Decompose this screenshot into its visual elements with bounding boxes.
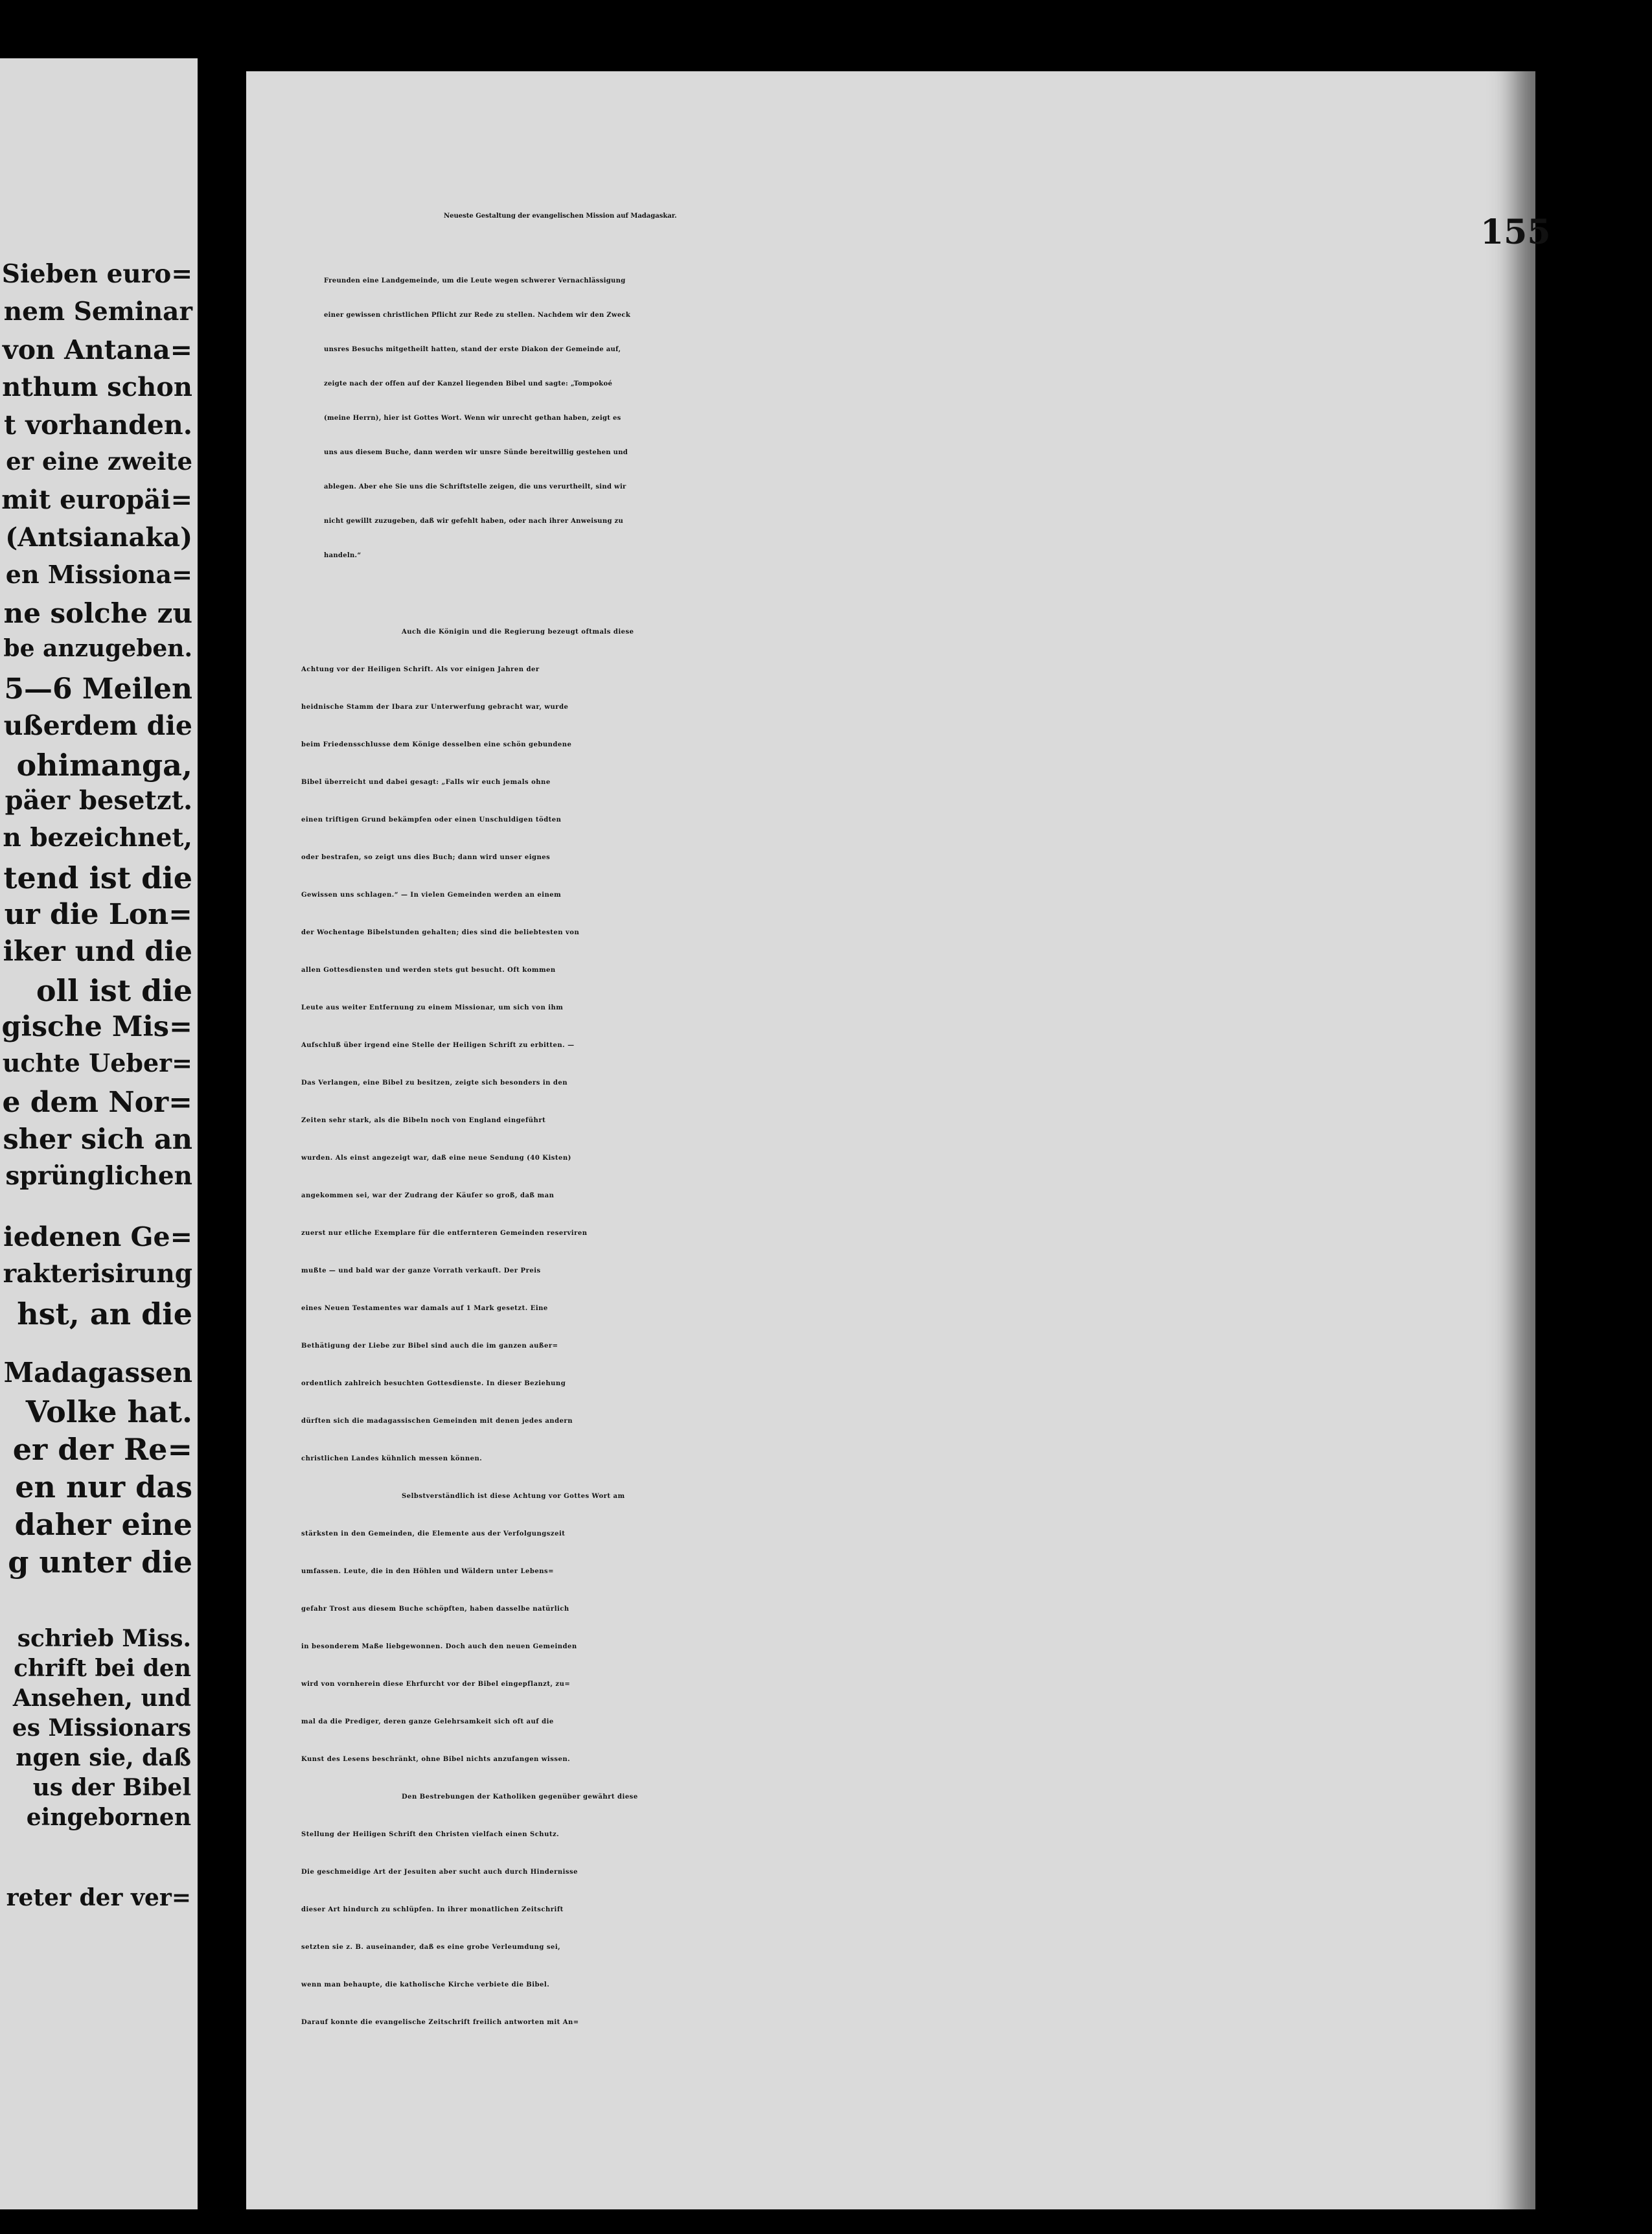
body-line: wird von vornherein diese Ehrfurcht vor der Bibel eingepflanzt, zu=	[301, 1681, 571, 1688]
body-line: Stellung der Heiligen Schrift den Christen vielfach einen Schutz.	[301, 1831, 560, 1838]
left-footnote-line: Ansehen, und	[12, 1685, 191, 1712]
left-footnote-line: schrieb Miss.	[17, 1625, 191, 1652]
left-line: päer besetzt.	[5, 785, 192, 816]
running-title: Neueste Gestaltung der evangelischen Mission auf Madagaskar.	[444, 213, 677, 220]
body-line: oder bestrafen, so zeigt uns dies Buch; dann wird unser eignes	[301, 854, 551, 861]
left-line: Volke hat.	[25, 1394, 192, 1429]
left-line: uchte Ueber=	[2, 1048, 192, 1077]
left-footnote-line: us der Bibel	[32, 1774, 191, 1801]
left-line: sprünglichen	[5, 1161, 192, 1191]
body-line: mußte — und bald war der ganze Vorrath verkauft. Der Preis	[301, 1267, 541, 1274]
left-line: t vorhanden.	[3, 409, 192, 441]
left-line: n bezeichnet,	[3, 823, 192, 853]
left-line: (Antsianaka)	[5, 522, 192, 553]
left-line: 5—6 Meilen	[4, 673, 192, 706]
left-line: g unter die	[8, 1545, 192, 1580]
left-line: gische Mis=	[1, 1011, 192, 1043]
body-line: zuerst nur etliche Exemplare für die entfernteren Gemeinden reserviren	[301, 1230, 588, 1237]
body-line: setzten sie z. B. auseinander, daß es eine grobe Verleumdung sei,	[301, 1944, 561, 1951]
body-line: in besonderem Maße liebgewonnen. Doch auch den neuen Gemeinden	[301, 1643, 577, 1650]
left-line: e dem Nor=	[2, 1086, 192, 1119]
body-line: umfassen. Leute, die in den Höhlen und Wäldern unter Lebens=	[301, 1568, 555, 1575]
left-line: von Antana=	[2, 334, 192, 365]
body-line: wenn man behaupte, die katholische Kirche verbiete die Bibel.	[301, 1981, 550, 1988]
quote-line: handeln.“	[324, 552, 361, 559]
quote-line: nicht gewillt zuzugeben, daß wir gefehlt haben, oder nach ihrer Anweisung zu	[324, 518, 624, 525]
left-line: daher eine	[14, 1507, 192, 1542]
left-line: ur die Lon=	[4, 898, 192, 931]
left-line: rakterisirung	[3, 1259, 192, 1289]
page-number: 155	[1480, 213, 1551, 252]
body-line: wurden. Als einst angezeigt war, daß eine neue Sendung (40 Kisten)	[301, 1155, 571, 1162]
body-line: der Wochentage Bibelstunden gehalten; dies sind die beliebtesten von	[301, 929, 580, 936]
left-line: iker und die	[3, 936, 192, 968]
left-line: oll ist die	[36, 973, 192, 1008]
left-footnote-line: chrift bei den	[14, 1655, 191, 1682]
quote-line: zeigte nach der offen auf der Kanzel liegenden Bibel und sagte: „Tompokoé	[324, 380, 613, 387]
left-line: er eine zweite	[6, 447, 192, 476]
left-footnote-line: ngen sie, daß	[16, 1744, 191, 1771]
body-line: eines Neuen Testamentes war damals auf 1 Mark gesetzt. Eine	[301, 1305, 548, 1312]
left-line: ußerdem die	[3, 710, 192, 741]
left-line: Sieben euro=	[1, 259, 192, 289]
body-line: allen Gottesdiensten und werden stets gut besucht. Oft kommen	[301, 967, 556, 974]
left-line: hst, an die	[17, 1296, 192, 1331]
left-line: ne solche zu	[3, 597, 192, 629]
body-line: Das Verlangen, eine Bibel zu besitzen, zeigte sich besonders in den	[301, 1079, 568, 1087]
left-line: nthum schon	[2, 372, 192, 402]
body-line: ordentlich zahlreich besuchten Gottesdienste. In dieser Beziehung	[301, 1380, 566, 1387]
left-line: iedenen Ge=	[3, 1221, 192, 1252]
left-footnote-line: es Missionars	[12, 1714, 191, 1742]
body-line: beim Friedensschlusse dem Könige desselben eine schön gebundene	[301, 741, 572, 748]
body-line: Aufschluß über irgend eine Stelle der Heiligen Schrift zu erbitten. —	[301, 1042, 575, 1049]
body-line: Bethätigung der Liebe zur Bibel sind auch die im ganzen außer=	[301, 1342, 558, 1350]
left-line: er der Re=	[12, 1432, 192, 1467]
left-footnote-line: reter der ver=	[6, 1884, 191, 1911]
body-line: Bibel überreicht und dabei gesagt: „Falls wir euch jemals ohne	[301, 779, 551, 786]
quote-line: einer gewissen christlichen Pflicht zur Rede zu stellen. Nachdem wir den Zweck	[324, 312, 631, 319]
body-line: heidnische Stamm der Ibara zur Unterwerfung gebracht war, wurde	[301, 704, 569, 711]
body-line: Den Bestrebungen der Katholiken gegenüber gewährt diese	[402, 1793, 638, 1801]
quote-line: ablegen. Aber ehe Sie uns die Schriftstelle zeigen, die uns verurtheilt, sind wir	[324, 483, 626, 490]
left-line: tend ist die	[3, 860, 192, 895]
body-line: gefahr Trost aus diesem Buche schöpften, haben dasselbe natürlich	[301, 1606, 569, 1613]
body-line: Kunst des Lesens beschränkt, ohne Bibel nichts anzufangen wissen.	[301, 1756, 571, 1763]
quote-line: (meine Herrn), hier ist Gottes Wort. Wenn wir unrecht gethan haben, zeigt es	[324, 415, 621, 422]
body-line: Selbstverständlich ist diese Achtung vor Gottes Wort am	[402, 1493, 625, 1500]
quote-line: uns aus diesem Buche, dann werden wir unsre Sünde bereitwillig gestehen und	[324, 449, 628, 456]
body-line: angekommen sei, war der Zudrang der Käufer so groß, daß man	[301, 1192, 555, 1199]
body-line: stärksten in den Gemeinden, die Elemente aus der Verfolgungszeit	[301, 1530, 566, 1537]
left-line: en nur das	[15, 1469, 192, 1504]
quote-line: Freunden eine Landgemeinde, um die Leute wegen schwerer Vernachlässigung	[324, 277, 626, 284]
body-line: einen triftigen Grund bekämpfen oder einen Unschuldigen tödten	[301, 816, 562, 823]
body-line: Gewissen uns schlagen.“ — In vielen Gemeinden werden an einem	[301, 892, 562, 899]
body-line: dürften sich die madagassischen Gemeinden mit denen jedes andern	[301, 1418, 573, 1425]
left-line: Madagassen	[3, 1357, 192, 1388]
body-line: dieser Art hindurch zu schlüpfen. In ihrer monatlichen Zeitschrift	[301, 1906, 564, 1913]
body-line: christlichen Landes kühnlich messen können.	[301, 1455, 483, 1462]
left-line: ohimanga,	[16, 748, 192, 783]
body-line: Leute aus weiter Entfernung zu einem Missionar, um sich von ihm	[301, 1004, 564, 1011]
body-line: mal da die Prediger, deren ganze Gelehrsamkeit sich oft auf die	[301, 1718, 554, 1725]
body-line: Darauf konnte die evangelische Zeitschrift freilich antworten mit An=	[301, 2019, 579, 2026]
left-line: be anzugeben.	[3, 635, 192, 662]
left-line: nem Seminar	[3, 297, 192, 327]
left-footnote-line: eingebornen	[26, 1804, 191, 1831]
left-page-fragment	[0, 58, 198, 2209]
quote-line: unsres Besuchs mitgetheilt hatten, stand der erste Diakon der Gemeinde auf,	[324, 346, 621, 353]
left-line: en Missiona=	[5, 560, 192, 589]
body-line: Die geschmeidige Art der Jesuiten aber sucht auch durch Hindernisse	[301, 1869, 579, 1876]
body-line: Auch die Königin und die Regierung bezeugt oftmals diese	[402, 628, 634, 636]
main-page	[246, 71, 1551, 2209]
body-line: Zeiten sehr stark, als die Bibeln noch von England eingeführt	[301, 1117, 546, 1124]
left-line: mit europäi=	[1, 485, 192, 515]
body-line: Achtung vor der Heiligen Schrift. Als vor einigen Jahren der	[301, 666, 540, 673]
left-line: sher sich an	[3, 1123, 192, 1156]
